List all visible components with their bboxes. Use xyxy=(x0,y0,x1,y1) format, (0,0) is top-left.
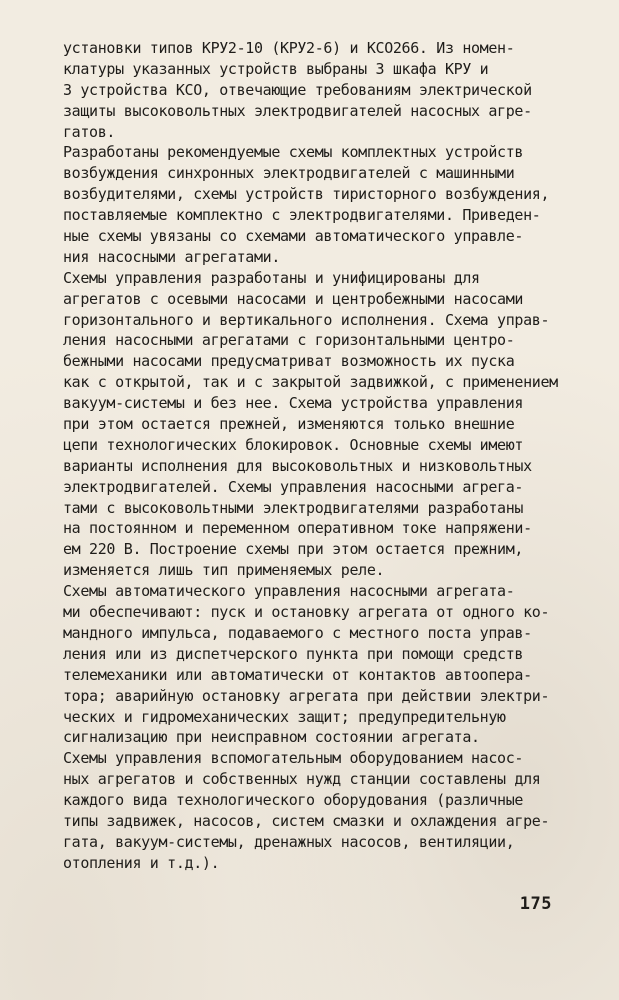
text-line: возбуждения синхронных электродвигателей с машинными xyxy=(63,164,515,183)
page-number: 175 xyxy=(519,894,552,914)
text-line: варианты исполнения для высоковольтных и низковольтных xyxy=(63,456,532,475)
text-line: цепи технологических блокировок. Основные схемы имеют xyxy=(63,435,524,454)
text-line: ных агрегатов и собственных нужд станции составлены для xyxy=(63,770,541,789)
text-line: ем 220 В. Построение схемы при этом остается прежним, xyxy=(63,540,524,559)
text-line: при этом остается прежней, изменяются только внешние xyxy=(63,415,515,434)
text-line: установки типов КРУ2-10 (КРУ2-6) и КСО266. Из номен- xyxy=(63,39,515,57)
text-line: мандного импульса, подаваемого с местного поста управ- xyxy=(63,623,532,642)
text-line: телемеханики или автоматически от контактов автоопера- xyxy=(63,665,532,684)
text-line: каждого вида технологического оборудования (различные xyxy=(63,791,524,810)
text-line: ления насосными агрегатами с горизонтальными центро- xyxy=(63,331,515,350)
text-line: клатуры указанных устройств выбраны 3 шкафа КРУ и xyxy=(63,59,489,78)
text-line: агрегатов с осевыми насосами и центробежными насосами xyxy=(63,289,524,308)
body-text xyxy=(63,38,575,874)
text-line: гата, вакуум-системы, дренажных насосов, вентиляции, xyxy=(63,832,515,851)
text-line: как с открытой, так и с закрытой задвижкой, с применением xyxy=(63,373,558,392)
text-line: Схемы управления разработаны и унифицированы для xyxy=(63,268,480,287)
text-line: ния насосными агрегатами. xyxy=(63,247,281,266)
text-line: сигнализацию при неисправном состоянии агрегата. xyxy=(63,728,480,747)
text-line: возбудителями, схемы устройств тиристорного возбуждения, xyxy=(63,185,550,204)
text-line: бежными насосами предусматриват возможность их пуска xyxy=(63,352,515,371)
text-line: типы задвижек, насосов, систем смазки и охлаждения агре- xyxy=(63,811,550,830)
text-line: тора; аварийную остановку агрегата при действии электри- xyxy=(63,686,550,705)
text-line: Схемы автоматического управления насосными агрегата- xyxy=(63,582,515,601)
text-line: поставляемые комплектно с электродвигателями. Приведен- xyxy=(63,206,541,225)
text-line: на постоянном и переменном оперативном токе напряжени- xyxy=(63,519,532,538)
text-line: тами с высоковольтными электродвигателями разработаны xyxy=(63,498,524,517)
text-line: гатов. xyxy=(63,122,116,141)
text-line: изменяется лишь тип применяемых реле. xyxy=(63,561,385,580)
text-line: Схемы управления вспомогательным оборудованием насос- xyxy=(63,749,524,768)
text-line: ные схемы увязаны со схемами автоматического управле- xyxy=(63,227,524,246)
text-line: Разработаны рекомендуемые схемы комплектных устройств xyxy=(63,143,524,162)
text-line: ми обеспечивают: пуск и остановку агрегата от одного ко- xyxy=(63,603,550,622)
text-line: ления или из диспетчерского пункта при помощи средств xyxy=(63,644,524,663)
text-line: вакуум-системы и без нее. Схема устройства управления xyxy=(63,394,524,413)
text-line: отопления и т.д.). xyxy=(63,853,220,872)
text-line: 3 устройства КСО, отвечающие требованиям электрической xyxy=(63,80,532,99)
text-line: ческих и гидромеханических защит; предупредительную xyxy=(63,707,506,726)
text-line: горизонтального и вертикального исполнения. Схема управ- xyxy=(63,310,550,329)
text-line: электродвигателей. Схемы управления насосными агрега- xyxy=(63,477,524,496)
text-line: защиты высоковольтных электродвигателей насосных агре- xyxy=(63,101,532,120)
